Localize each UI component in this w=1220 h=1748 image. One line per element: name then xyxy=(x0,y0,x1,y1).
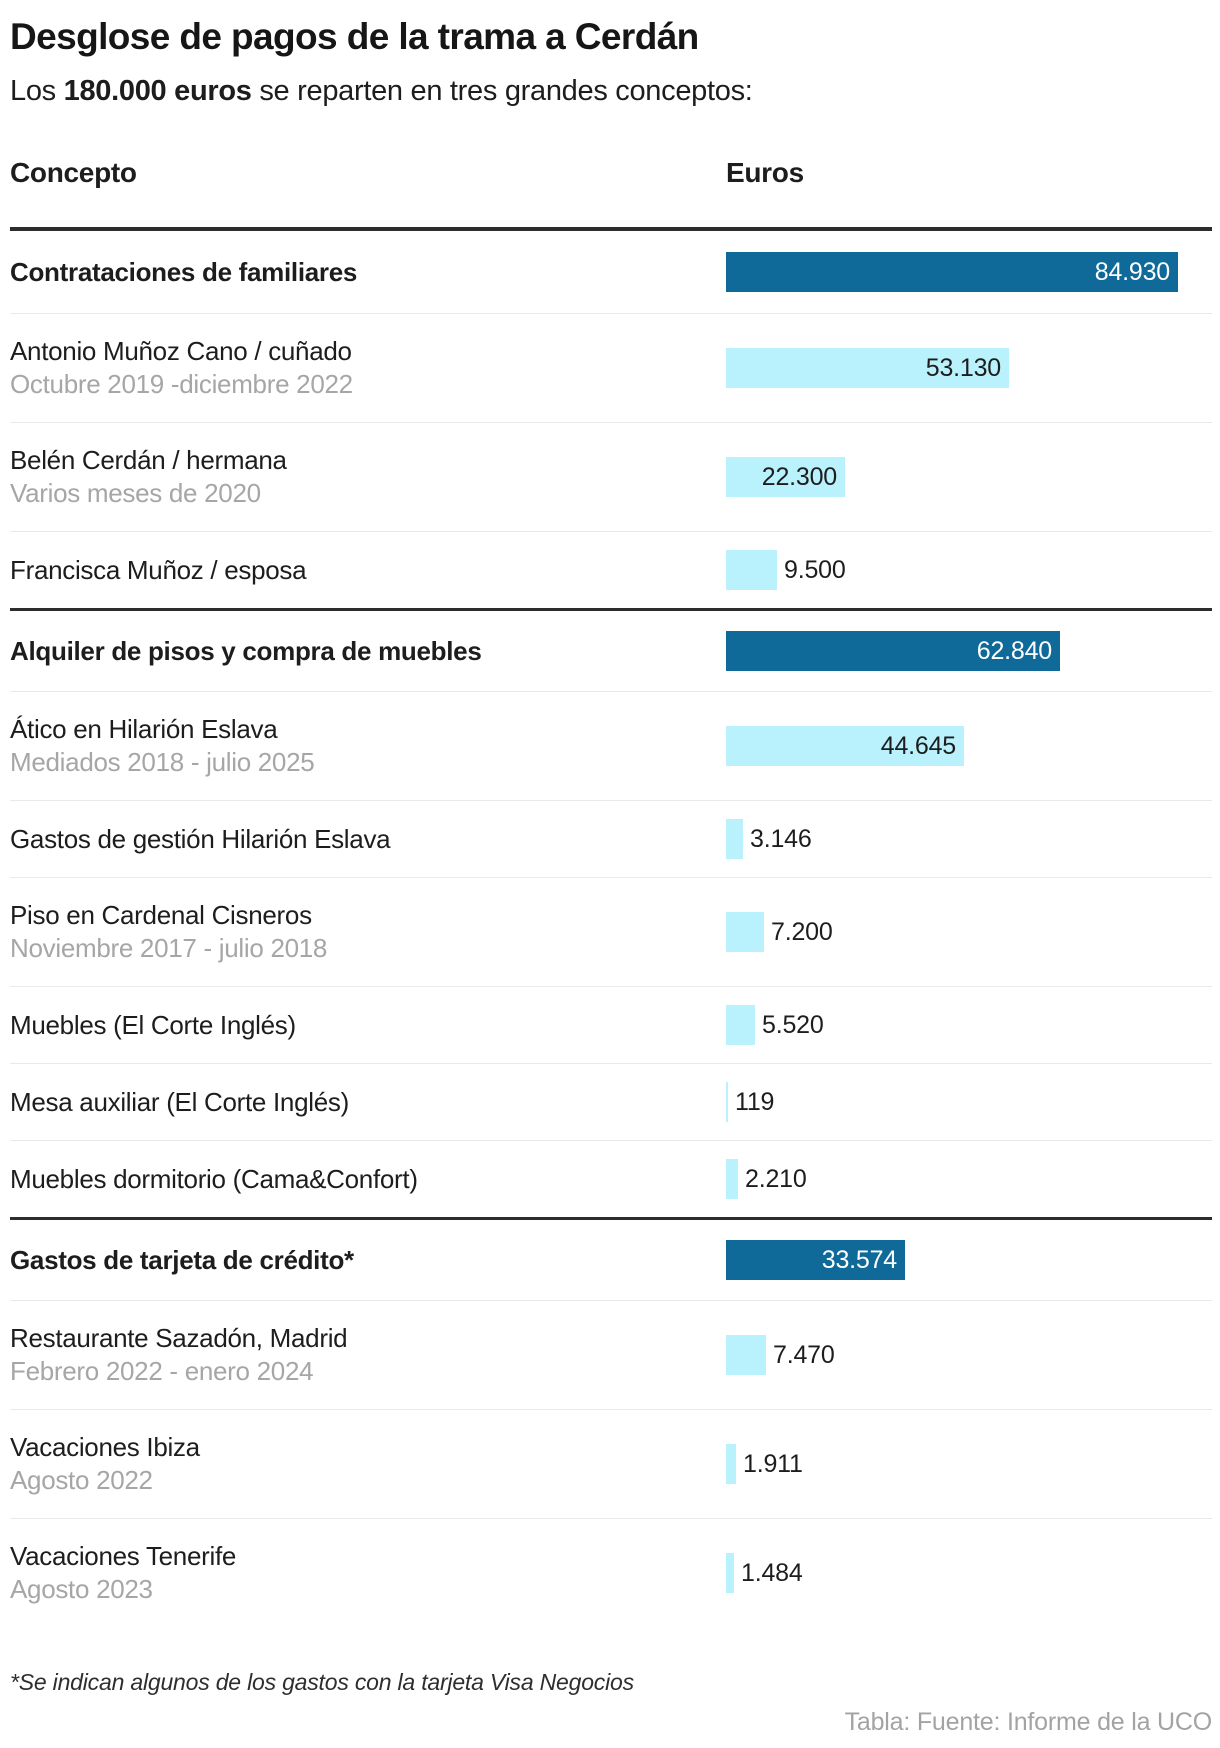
row-label-cell xyxy=(10,335,726,401)
row-bar-cell xyxy=(726,348,1212,388)
value-bar xyxy=(726,1444,736,1484)
table-row xyxy=(10,1518,1212,1627)
table-row xyxy=(10,800,1212,877)
footnote: *Se indican algunos de los gastos con la tarjeta Visa Negocios xyxy=(10,1669,634,1696)
subtitle-total-amount: 180.000 euros xyxy=(63,74,252,107)
value-bar xyxy=(726,550,777,590)
row-label-cell xyxy=(10,713,726,779)
row-label: Piso en Cardenal Cisneros xyxy=(10,900,312,931)
column-header-euros: Euros xyxy=(726,157,804,189)
chart-title: Desglose de pagos de la trama a Cerdán xyxy=(10,16,699,57)
subtitle-prefix: Los xyxy=(10,74,64,107)
row-bar-cell xyxy=(726,550,1212,590)
table-header xyxy=(10,157,1212,189)
row-bar-cell xyxy=(726,631,1212,671)
table-row xyxy=(10,1300,1212,1409)
value-label: 7.200 xyxy=(771,918,833,947)
value-bar xyxy=(726,1159,738,1199)
table-row xyxy=(10,1217,1212,1300)
value-bar xyxy=(726,1005,755,1045)
value-bar xyxy=(726,1082,728,1122)
table-row xyxy=(10,691,1212,800)
row-sublabel: Febrero 2022 - enero 2024 xyxy=(10,1356,314,1387)
row-label: Antonio Muñoz Cano / cuñado xyxy=(10,336,352,367)
row-label: Mesa auxiliar (El Corte Inglés) xyxy=(10,1086,349,1117)
row-label: Gastos de gestión Hilarión Eslava xyxy=(10,823,391,854)
value-label: 44.645 xyxy=(880,732,956,761)
value-bar xyxy=(726,1335,766,1375)
row-label: Alquiler de pisos y compra de muebles xyxy=(10,635,482,666)
value-label: 33.574 xyxy=(821,1246,897,1275)
table-row xyxy=(10,313,1212,422)
value-label: 119 xyxy=(735,1088,775,1117)
table-row xyxy=(10,1140,1212,1217)
row-label-cell xyxy=(10,256,726,289)
row-label-cell xyxy=(10,554,726,587)
row-bar-cell xyxy=(726,1082,1212,1122)
table-row xyxy=(10,531,1212,608)
source-attribution: Tabla: Fuente: Informe de la UCO xyxy=(844,1707,1212,1736)
row-label-cell xyxy=(10,899,726,965)
row-label: Muebles dormitorio (Cama&Confort) xyxy=(10,1163,418,1194)
row-label-cell xyxy=(10,1163,726,1196)
row-label: Contrataciones de familiares xyxy=(10,256,358,287)
table-row xyxy=(10,986,1212,1063)
row-label-cell xyxy=(10,1086,726,1119)
table-row xyxy=(10,608,1212,691)
row-label-cell xyxy=(10,823,726,856)
value-label: 53.130 xyxy=(925,354,1001,383)
row-sublabel: Varios meses de 2020 xyxy=(10,478,261,509)
table-row xyxy=(10,231,1212,313)
value-label: 1.911 xyxy=(743,1450,803,1479)
value-label: 84.930 xyxy=(1094,258,1170,287)
row-label: Francisca Muñoz / esposa xyxy=(10,554,307,585)
row-bar-cell xyxy=(726,1159,1212,1199)
table-body xyxy=(10,227,1212,1627)
table-row xyxy=(10,877,1212,986)
table-row xyxy=(10,1063,1212,1140)
column-header-concepto: Concepto xyxy=(10,157,137,189)
value-bar xyxy=(726,1553,734,1593)
value-label: 9.500 xyxy=(784,556,846,585)
row-bar-cell xyxy=(726,912,1212,952)
row-bar-cell xyxy=(726,1335,1212,1375)
value-bar xyxy=(726,912,764,952)
row-label: Muebles (El Corte Inglés) xyxy=(10,1009,296,1040)
value-bar xyxy=(726,819,743,859)
row-sublabel: Agosto 2023 xyxy=(10,1574,153,1605)
row-label: Belén Cerdán / hermana xyxy=(10,445,287,476)
value-label: 2.210 xyxy=(745,1165,807,1194)
subtitle-suffix: se reparten en tres grandes conceptos: xyxy=(251,74,753,107)
table-row xyxy=(10,1409,1212,1518)
row-label-cell xyxy=(10,1322,726,1388)
row-label-cell xyxy=(10,1540,726,1606)
row-bar-cell xyxy=(726,1553,1212,1593)
row-label: Restaurante Sazadón, Madrid xyxy=(10,1323,348,1354)
value-label: 7.470 xyxy=(773,1341,835,1370)
row-label-cell xyxy=(10,635,726,668)
row-sublabel: Agosto 2022 xyxy=(10,1465,153,1496)
row-bar-cell xyxy=(726,726,1212,766)
value-label: 5.520 xyxy=(762,1011,824,1040)
row-label-cell xyxy=(10,444,726,510)
row-bar-cell xyxy=(726,1444,1212,1484)
row-bar-cell xyxy=(726,1005,1212,1045)
row-label: Ático en Hilarión Eslava xyxy=(10,714,278,745)
row-label-cell xyxy=(10,1009,726,1042)
row-label: Vacaciones Tenerife xyxy=(10,1541,237,1572)
value-label: 22.300 xyxy=(761,463,837,492)
value-label: 1.484 xyxy=(741,1559,803,1588)
row-sublabel: Octubre 2019 -diciembre 2022 xyxy=(10,369,353,400)
row-bar-cell xyxy=(726,1240,1212,1280)
row-label-cell xyxy=(10,1244,726,1277)
row-label: Vacaciones Ibiza xyxy=(10,1432,200,1463)
row-sublabel: Noviembre 2017 - julio 2018 xyxy=(10,933,328,964)
row-label-cell xyxy=(10,1431,726,1497)
row-bar-cell xyxy=(726,457,1212,497)
row-label: Gastos de tarjeta de crédito* xyxy=(10,1244,354,1275)
value-label: 62.840 xyxy=(976,637,1052,666)
table-row xyxy=(10,422,1212,531)
row-bar-cell xyxy=(726,252,1212,292)
row-bar-cell xyxy=(726,819,1212,859)
row-sublabel: Mediados 2018 - julio 2025 xyxy=(10,747,315,778)
chart-subtitle xyxy=(10,74,1212,109)
value-label: 3.146 xyxy=(750,825,812,854)
